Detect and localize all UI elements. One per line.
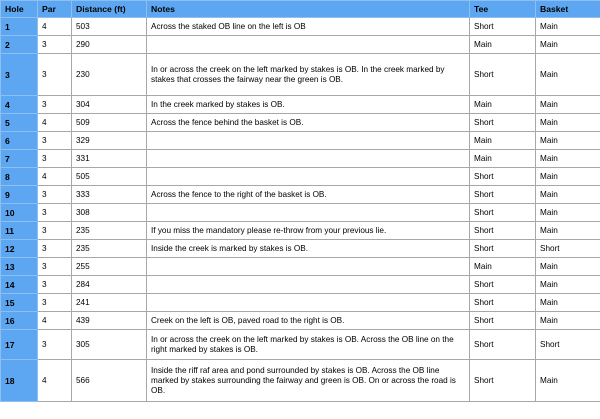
table-row — [1, 150, 600, 168]
notes-cell — [147, 168, 470, 186]
basket-cell: Main — [536, 360, 600, 402]
notes-cell: If you miss the mandatory please re-throw from your previous lie. — [147, 222, 470, 240]
table-row — [1, 204, 600, 222]
distance-cell: 439 — [72, 312, 147, 330]
header-row — [1, 1, 600, 18]
table-row — [1, 18, 600, 36]
basket-cell: Short — [536, 240, 600, 258]
tee-cell: Main — [470, 96, 536, 114]
notes-cell: Inside the creek is marked by stakes is OB. — [147, 240, 470, 258]
distance-cell: 230 — [72, 54, 147, 96]
par-cell: 3 — [38, 276, 72, 294]
table-row — [1, 96, 600, 114]
tee-cell: Short — [470, 54, 536, 96]
tee-cell: Short — [470, 114, 536, 132]
par-cell: 4 — [38, 312, 72, 330]
hole-cell: 11 — [1, 222, 38, 240]
notes-cell: Inside the riff raf area and pond surrounded by stakes is OB. Across the OB line marked by stakes surrounding the fairway and green is OB. On or across the road is OB. — [147, 360, 470, 402]
tee-cell: Short — [470, 312, 536, 330]
distance-cell: 241 — [72, 294, 147, 312]
table-row — [1, 294, 600, 312]
distance-cell: 235 — [72, 222, 147, 240]
table-row — [1, 258, 600, 276]
par-cell: 4 — [38, 360, 72, 402]
notes-cell: Across the staked OB line on the left is OB — [147, 18, 470, 36]
distance-cell: 566 — [72, 360, 147, 402]
header-tee: Tee — [470, 1, 536, 18]
basket-cell: Main — [536, 312, 600, 330]
distance-cell: 503 — [72, 18, 147, 36]
distance-cell: 284 — [72, 276, 147, 294]
par-cell: 4 — [38, 18, 72, 36]
table-row — [1, 222, 600, 240]
distance-cell: 255 — [72, 258, 147, 276]
basket-cell: Main — [536, 36, 600, 54]
tee-cell: Short — [470, 294, 536, 312]
notes-cell: Creek on the left is OB, paved road to the right is OB. — [147, 312, 470, 330]
notes-cell — [147, 36, 470, 54]
notes-cell: In or across the creek on the left marked by stakes is OB. In the creek marked by stakes that crosses the fairway near the green is OB. — [147, 54, 470, 96]
notes-cell: In the creek marked by stakes is OB. — [147, 96, 470, 114]
tee-cell: Short — [470, 18, 536, 36]
basket-cell: Main — [536, 114, 600, 132]
basket-cell: Main — [536, 204, 600, 222]
basket-cell: Main — [536, 276, 600, 294]
table-row — [1, 36, 600, 54]
tee-cell: Short — [470, 240, 536, 258]
tee-cell: Short — [470, 330, 536, 360]
tee-cell: Short — [470, 360, 536, 402]
distance-cell: 290 — [72, 36, 147, 54]
hole-cell: 1 — [1, 18, 38, 36]
par-cell: 4 — [38, 114, 72, 132]
hole-cell: 8 — [1, 168, 38, 186]
header-par: Par — [38, 1, 72, 18]
tee-cell: Main — [470, 258, 536, 276]
distance-cell: 308 — [72, 204, 147, 222]
distance-cell: 509 — [72, 114, 147, 132]
hole-cell: 18 — [1, 360, 38, 402]
par-cell: 3 — [38, 258, 72, 276]
basket-cell: Main — [536, 132, 600, 150]
par-cell: 3 — [38, 150, 72, 168]
header-distance: Distance (ft) — [72, 1, 147, 18]
basket-cell: Main — [536, 222, 600, 240]
distance-cell: 329 — [72, 132, 147, 150]
hole-cell: 9 — [1, 186, 38, 204]
tee-cell: Short — [470, 276, 536, 294]
notes-cell — [147, 150, 470, 168]
hole-cell: 6 — [1, 132, 38, 150]
hole-cell: 13 — [1, 258, 38, 276]
tee-cell: Short — [470, 222, 536, 240]
notes-cell — [147, 132, 470, 150]
table-row — [1, 132, 600, 150]
hole-cell: 7 — [1, 150, 38, 168]
basket-cell: Main — [536, 96, 600, 114]
notes-cell: In or across the creek on the left marked by stakes is OB. Across the OB line on the right marked by stakes is OB. — [147, 330, 470, 360]
hole-cell: 14 — [1, 276, 38, 294]
notes-cell — [147, 204, 470, 222]
par-cell: 3 — [38, 240, 72, 258]
hole-cell: 2 — [1, 36, 38, 54]
hole-cell: 3 — [1, 54, 38, 96]
tee-cell: Short — [470, 186, 536, 204]
distance-cell: 235 — [72, 240, 147, 258]
tee-cell: Short — [470, 204, 536, 222]
table-row — [1, 360, 600, 402]
header-hole: Hole — [1, 1, 38, 18]
hole-cell: 5 — [1, 114, 38, 132]
par-cell: 3 — [38, 54, 72, 96]
notes-cell: Across the fence to the right of the basket is OB. — [147, 186, 470, 204]
par-cell: 3 — [38, 222, 72, 240]
par-cell: 3 — [38, 96, 72, 114]
basket-cell: Main — [536, 18, 600, 36]
par-cell: 4 — [38, 168, 72, 186]
notes-cell — [147, 276, 470, 294]
distance-cell: 505 — [72, 168, 147, 186]
table-row — [1, 186, 600, 204]
basket-cell: Main — [536, 54, 600, 96]
par-cell: 3 — [38, 186, 72, 204]
table-row — [1, 168, 600, 186]
distance-cell: 331 — [72, 150, 147, 168]
basket-cell: Main — [536, 294, 600, 312]
tee-cell: Main — [470, 36, 536, 54]
hole-cell: 4 — [1, 96, 38, 114]
basket-cell: Main — [536, 168, 600, 186]
notes-cell — [147, 258, 470, 276]
par-cell: 3 — [38, 294, 72, 312]
header-basket: Basket — [536, 1, 600, 18]
tee-cell: Main — [470, 132, 536, 150]
notes-cell — [147, 294, 470, 312]
hole-cell: 15 — [1, 294, 38, 312]
par-cell: 3 — [38, 132, 72, 150]
basket-cell: Main — [536, 258, 600, 276]
table-row — [1, 240, 600, 258]
hole-cell: 16 — [1, 312, 38, 330]
distance-cell: 333 — [72, 186, 147, 204]
hole-cell: 10 — [1, 204, 38, 222]
tee-cell: Main — [470, 150, 536, 168]
table-row — [1, 54, 600, 96]
table-row — [1, 276, 600, 294]
par-cell: 3 — [38, 36, 72, 54]
hole-cell: 17 — [1, 330, 38, 360]
notes-cell: Across the fence behind the basket is OB. — [147, 114, 470, 132]
par-cell: 3 — [38, 330, 72, 360]
table-row — [1, 114, 600, 132]
basket-cell: Main — [536, 186, 600, 204]
distance-cell: 305 — [72, 330, 147, 360]
hole-cell: 12 — [1, 240, 38, 258]
basket-cell: Short — [536, 330, 600, 360]
basket-cell: Main — [536, 150, 600, 168]
tee-cell: Short — [470, 168, 536, 186]
table-row — [1, 330, 600, 360]
table-row — [1, 312, 600, 330]
header-notes: Notes — [147, 1, 470, 18]
par-cell: 3 — [38, 204, 72, 222]
distance-cell: 304 — [72, 96, 147, 114]
